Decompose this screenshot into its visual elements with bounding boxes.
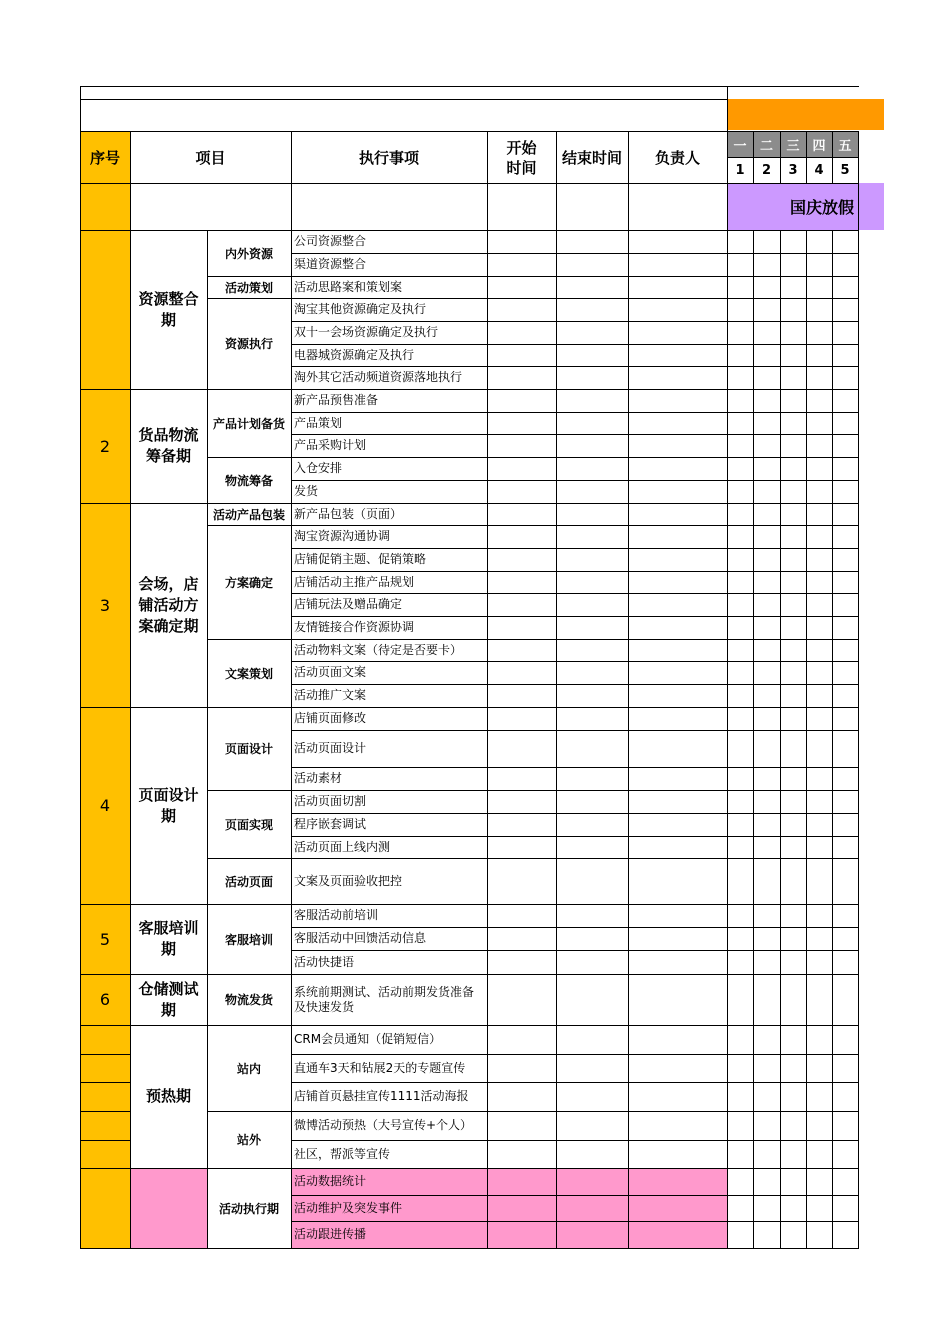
task-cell: 店铺促销主题、促销策略 (294, 552, 427, 566)
task-cell: 淘宝其他资源确定及执行 (294, 302, 427, 316)
task-cell: 产品采购计划 (294, 438, 367, 452)
phase-seq (80, 1025, 130, 1168)
holiday-label: 国庆放假 (789, 198, 854, 217)
task-cell: 直通车3天和钻展2天的专题宣传 (294, 1060, 466, 1075)
phase-name: 资源整合期 (138, 289, 199, 329)
phase-name: 预热期 (145, 1087, 191, 1105)
top-border (80, 86, 859, 87)
task-cell: 店铺页面修改 (294, 711, 367, 725)
weekday-5: 五 (838, 138, 852, 154)
task-cell: 发货 (294, 484, 319, 498)
sub-category: 资源执行 (224, 337, 273, 351)
task-cell: 入仓安排 (294, 461, 343, 475)
task-cell: 店铺活动主推产品规划 (294, 574, 415, 589)
day-grid-line (780, 230, 781, 1248)
task-row-line (80, 1248, 859, 1249)
weekday-4: 四 (812, 138, 826, 154)
weekday-1: 一 (733, 138, 747, 154)
phase-name: 货品物流筹备期 (138, 426, 199, 465)
sub-category: 站外 (236, 1133, 261, 1147)
sub-category: 物流发货 (224, 993, 273, 1007)
task-cell: 店铺玩法及赠品确定 (294, 597, 403, 611)
day-5: 5 (840, 162, 850, 178)
sub-category: 物流筹备 (224, 473, 273, 488)
task-cell: 公司资源整合 (294, 234, 367, 248)
phase-seq: 2 (99, 436, 111, 456)
task-cell: 活动素材 (294, 771, 343, 785)
sub-category: 页面实现 (224, 817, 273, 832)
sub-category: 活动策划 (224, 280, 273, 295)
phase-seq: 3 (99, 595, 111, 615)
header-task: 执行事项 (358, 148, 419, 167)
phase-seq (80, 230, 130, 389)
day-4: 4 (814, 162, 824, 178)
day-1: 1 (735, 162, 745, 178)
phase-seq: 5 (99, 929, 111, 949)
task-cell: 新产品包装（页面） (294, 506, 403, 521)
task-cell: 活动物料文案（待定是否要卡） (294, 642, 463, 657)
weekday-2: 二 (759, 138, 773, 154)
calendar-header-orange (727, 99, 884, 130)
task-cell: CRM会员通知（促销短信） (294, 1032, 442, 1046)
phase-seq: 6 (99, 990, 111, 1009)
sub-category: 活动产品包装 (212, 507, 285, 522)
phase-name: 仓储测试期 (138, 979, 199, 1019)
header-end: 结束时间 (561, 148, 622, 167)
task-cell: 社区，帮派等宣传 (294, 1146, 391, 1161)
task-cell: 双十一会场资源确定及执行 (294, 325, 439, 339)
phase-name: 页面设计期 (138, 785, 199, 825)
grid-vline (130, 131, 131, 1248)
day-grid-line (832, 230, 833, 1248)
task-cell: 淘外其它活动频道资源落地执行 (294, 370, 463, 384)
calendar-left-line (727, 86, 728, 1248)
task-cell: 活动页面文案 (294, 665, 367, 679)
task-cell: 产品策划 (294, 415, 343, 430)
task-cell: 活动维护及突发事件 (294, 1200, 403, 1215)
task-cell: 活动页面切割 (294, 794, 367, 808)
sub-category: 站内 (236, 1061, 261, 1076)
task-cell: 程序嵌套调试 (294, 817, 367, 831)
task-cell: 活动数据统计 (294, 1174, 367, 1188)
task-cell: 店铺首页悬挂宣传1111活动海报 (294, 1089, 469, 1103)
task-cell: 渠道资源整合 (294, 257, 367, 271)
task-cell: 淘宝资源沟通协调 (294, 529, 391, 543)
header-seq: 序号 (89, 148, 120, 167)
weekday-3: 三 (786, 138, 800, 154)
sub-category: 内外资源 (224, 246, 273, 261)
task-cell: 电器城资源确定及执行 (294, 347, 415, 362)
day-grid-line (753, 230, 754, 1248)
sub-category: 客服培训 (224, 932, 273, 947)
task-cell: 新产品预售准备 (294, 393, 379, 407)
task-cell: 活动页面上线内测 (294, 839, 391, 854)
day-3: 3 (788, 162, 798, 178)
task-cell: 活动跟进传播 (294, 1227, 367, 1241)
task-cell: 活动页面设计 (294, 741, 367, 755)
sub-category: 活动页面 (224, 874, 273, 889)
title-line (80, 99, 728, 100)
day-grid-line (806, 230, 807, 1248)
phase-seq (80, 1168, 130, 1248)
task-cell: 活动推广文案 (294, 688, 367, 702)
phase-name: 客服培训期 (138, 919, 199, 958)
sub-category: 产品计划备货 (212, 416, 285, 431)
day-2: 2 (761, 162, 772, 178)
task-cell: 友情链接合作资源协调 (294, 620, 415, 634)
sub-category: 方案确定 (224, 575, 273, 590)
task-cell: 文案及页面验收把控 (294, 873, 403, 888)
header-project: 项目 (195, 148, 226, 167)
header-owner: 负责人 (654, 148, 700, 167)
phase-name: 会场，店铺活动方案确定期 (138, 574, 199, 635)
header-start: 开始时间 (506, 138, 537, 177)
task-cell: 活动思路案和策划案 (294, 279, 403, 294)
task-cell: 系统前期测试、活动前期发货准备及快速发货 (294, 984, 475, 1014)
task-cell: 活动快捷语 (294, 954, 355, 969)
task-cell: 客服活动前培训 (294, 908, 379, 922)
phase-name (132, 1168, 205, 1248)
phase-seq: 4 (99, 796, 111, 815)
sub-category: 文案策划 (224, 666, 273, 681)
sub-category: 活动执行期 (218, 1201, 279, 1216)
task-cell: 微博活动预热（大号宣传+个人） (294, 1118, 473, 1132)
sub-category: 页面设计 (224, 742, 273, 756)
task-cell: 客服活动中回馈活动信息 (294, 931, 427, 945)
